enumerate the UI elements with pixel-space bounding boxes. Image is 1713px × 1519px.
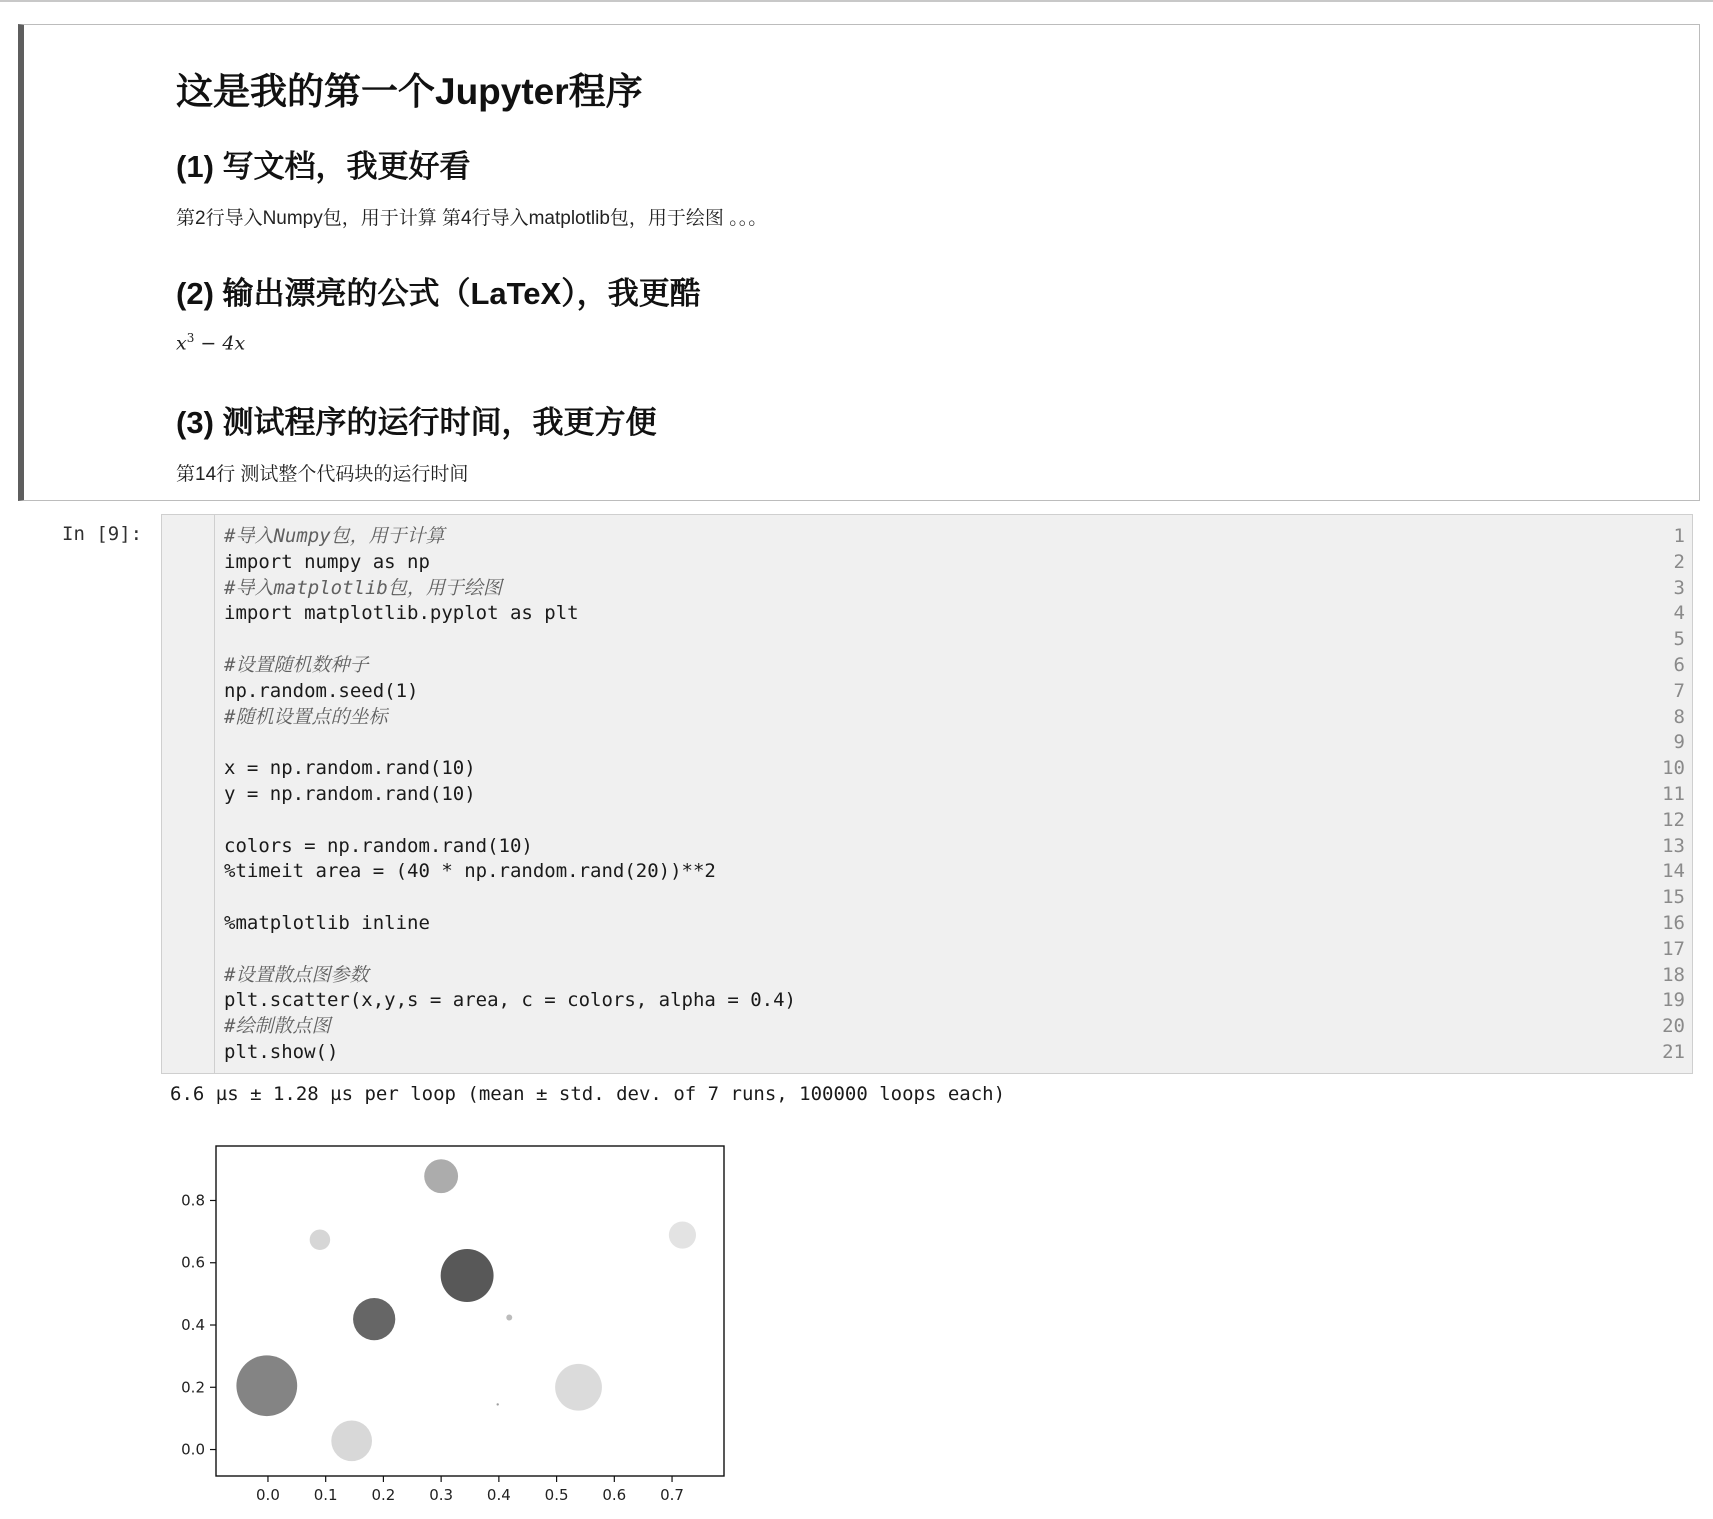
line-number: 21 [1662,1041,1685,1063]
code-text: import matplotlib.pyplot as plt [224,602,579,625]
line-number: 11 [1662,783,1685,805]
x-tick-label: 0.7 [660,1486,684,1504]
line-number: 4 [1673,602,1685,625]
timeit-output: 6.6 µs ± 1.28 µs per loop (mean ± std. dev. of 7 runs, 100000 loops each) [170,1083,1006,1105]
plot-area [216,1146,724,1476]
code-text: x = np.random.rand(10) [224,757,476,780]
code-text: %timeit area = (40 * np.random.rand(20))**2 [224,860,716,883]
x-tick-label: 0.4 [486,1486,511,1504]
line-number: 19 [1662,989,1685,1012]
code-comment: #设置随机数种子 [224,654,369,676]
line-number: 18 [1662,963,1685,986]
code-text: import numpy as np [224,550,430,573]
scatter-point [669,1221,696,1248]
line-number: 13 [1662,834,1685,857]
code-text: np.random.seed(1) [224,679,419,702]
x-tick-label: 0.0 [256,1486,280,1504]
line-number: 10 [1662,757,1685,780]
line-number: 14 [1662,860,1685,883]
line-number: 17 [1662,937,1685,960]
code-comment: #绘制散点图 [224,1015,331,1038]
code-text: colors = np.random.rand(10) [224,834,533,857]
y-tick-label: 0.4 [181,1316,205,1335]
scatter-point [236,1355,297,1416]
scatter-point [497,1403,499,1405]
code-text: plt.show() [224,1041,339,1063]
y-tick-label: 0.6 [181,1253,205,1272]
line-number: 16 [1662,912,1685,934]
line-number: 1 [1673,525,1685,547]
line-number: 8 [1673,705,1685,728]
y-tick-label: 0.8 [181,1191,205,1210]
notebook-title: 这是我的第一个Jupyter程序 [176,71,643,112]
code-comment: #导入Numpy包，用于计算 [224,525,445,547]
section-heading-3: (3) 测试程序的运行时间，我更方便 [176,405,657,440]
code-comment: #设置散点图参数 [224,963,369,986]
line-number: 20 [1662,1015,1685,1038]
section-heading-2: (2) 输出漂亮的公式（LaTeX），我更酷 [176,276,701,311]
line-number: 2 [1673,550,1685,573]
scatter-point [353,1298,395,1340]
y-tick-label: 0.0 [181,1440,205,1459]
cell-prompt: In [9]: [62,523,143,545]
x-tick-label: 0.6 [602,1486,627,1504]
scatter-point [310,1229,330,1249]
formula-exponent: 3 [186,331,195,345]
scatter-point [555,1364,602,1411]
line-number: 6 [1673,654,1685,676]
x-tick-label: 0.2 [371,1486,396,1504]
line-number: 9 [1673,731,1685,754]
line-number: 3 [1673,576,1685,599]
formula-rest: − 4x [194,332,246,355]
line-number: 12 [1662,808,1685,831]
section-heading-1: (1) 写文档，我更好看 [176,149,471,184]
line-number: 7 [1673,679,1685,702]
x-tick-label: 0.5 [544,1486,569,1504]
line-number: 5 [1673,628,1685,651]
code-comment: #导入matplotlib包，用于绘图 [224,576,502,599]
section-text-3: 第14行 测试整个代码块的运行时间 [176,464,469,485]
code-text: y = np.random.rand(10) [224,783,476,805]
code-text: %matplotlib inline [224,912,430,934]
scatter-point [441,1249,494,1302]
scatter-point [506,1315,512,1321]
scatter-point [331,1420,372,1461]
x-tick-label: 0.3 [429,1486,454,1504]
code-text: plt.scatter(x,y,s = area, c = colors, alpha = 0.4) [224,989,796,1012]
scatter-point [424,1159,458,1193]
x-tick-label: 0.1 [313,1486,338,1504]
line-number: 15 [1662,886,1685,909]
code-comment: #随机设置点的坐标 [224,705,388,728]
formula-base: x [176,332,187,355]
section-text-1: 第2行导入Numpy包，用于计算 第4行导入matplotlib包，用于绘图 。。。 [176,208,768,229]
y-tick-label: 0.2 [181,1378,205,1397]
